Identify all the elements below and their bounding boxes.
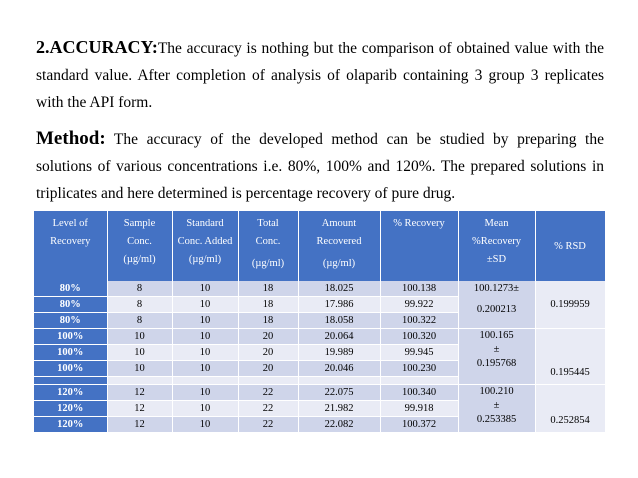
spacer-cell: [380, 377, 458, 385]
spacer-cell: [107, 377, 172, 385]
cell-sample: 8: [107, 281, 172, 297]
cell-standard: 10: [172, 417, 238, 433]
header-level: Level of Recovery: [34, 211, 107, 281]
cell-sample: 10: [107, 345, 172, 361]
cell-rsd: 0.252854: [535, 385, 605, 433]
table-row: [34, 329, 605, 345]
cell-standard: 10: [172, 297, 238, 313]
method-text: The accuracy of the developed method can be studied by preparing the solutions of various concentrations i.e. 80%, 100% and 120%. The prepared solutions in triplicates and here determined is percentage recovery of pure drug.: [36, 131, 604, 202]
cell-sample: 12: [107, 385, 172, 401]
cell-amount: 20.064: [298, 329, 380, 345]
cell-recovery: 99.945: [380, 345, 458, 361]
cell-total: 20: [238, 345, 298, 361]
cell-total: 18: [238, 297, 298, 313]
cell-sample: 8: [107, 313, 172, 329]
cell-rsd: 0.199959: [535, 281, 605, 329]
cell-mean-recovery: 100.165 ± 0.195768: [458, 329, 535, 385]
accuracy-heading: 2.ACCURACY:: [36, 37, 158, 57]
cell-sample: 12: [107, 401, 172, 417]
cell-level: 120%: [34, 417, 107, 433]
cell-level: 100%: [34, 361, 107, 377]
cell-amount: 22.075: [298, 385, 380, 401]
cell-amount: 20.046: [298, 361, 380, 377]
cell-total: 20: [238, 361, 298, 377]
spacer-cell: [172, 377, 238, 385]
cell-rsd: 0.195445: [535, 329, 605, 385]
cell-amount: 21.982: [298, 401, 380, 417]
header-total: Total Conc. (µg/ml): [238, 211, 298, 281]
header-amount: Amount Recovered (µg/ml): [298, 211, 380, 281]
cell-recovery: 100.320: [380, 329, 458, 345]
cell-standard: 10: [172, 281, 238, 297]
cell-mean-recovery: 100.210 ± 0.253385: [458, 385, 535, 433]
accuracy-table: [34, 211, 606, 433]
cell-level: 80%: [34, 281, 107, 297]
cell-standard: 10: [172, 313, 238, 329]
header-sample: Sample Conc. (µg/ml): [107, 211, 172, 281]
header-rsd: % RSD: [535, 211, 605, 281]
cell-recovery: 100.372: [380, 417, 458, 433]
header-standard: Standard Conc. Added (µg/ml): [172, 211, 238, 281]
cell-level: 80%: [34, 313, 107, 329]
spacer-cell: [238, 377, 298, 385]
cell-total: 22: [238, 401, 298, 417]
header-mean: Mean %Recovery ±SD: [458, 211, 535, 281]
cell-recovery: 99.918: [380, 401, 458, 417]
cell-level: 80%: [34, 297, 107, 313]
accuracy-text: The accuracy is nothing but the comparison of obtained value with the standard value. After completion of analysis of olaparib containing 3 group 3 replicates with the API form.: [36, 40, 604, 111]
cell-recovery: 100.230: [380, 361, 458, 377]
table-row: [34, 385, 605, 401]
cell-standard: 10: [172, 345, 238, 361]
cell-sample: 12: [107, 417, 172, 433]
cell-sample: 8: [107, 297, 172, 313]
cell-total: 18: [238, 313, 298, 329]
cell-standard: 10: [172, 401, 238, 417]
header-recovery: % Recovery: [380, 211, 458, 281]
cell-level: 120%: [34, 401, 107, 417]
cell-total: 20: [238, 329, 298, 345]
spacer-cell: [34, 377, 107, 385]
table-row: [34, 281, 605, 297]
cell-amount: 18.025: [298, 281, 380, 297]
table-header-row: [34, 211, 605, 281]
cell-standard: 10: [172, 329, 238, 345]
cell-amount: 18.058: [298, 313, 380, 329]
accuracy-paragraph: [36, 34, 604, 116]
method-paragraph: [36, 125, 604, 207]
cell-level: 100%: [34, 329, 107, 345]
cell-mean-recovery: 100.1273± 0.200213: [458, 281, 535, 329]
cell-total: 22: [238, 385, 298, 401]
cell-amount: 17.986: [298, 297, 380, 313]
spacer-cell: [298, 377, 380, 385]
cell-sample: 10: [107, 329, 172, 345]
cell-recovery: 100.322: [380, 313, 458, 329]
cell-standard: 10: [172, 361, 238, 377]
cell-level: 120%: [34, 385, 107, 401]
cell-recovery: 100.138: [380, 281, 458, 297]
cell-recovery: 100.340: [380, 385, 458, 401]
cell-total: 18: [238, 281, 298, 297]
cell-standard: 10: [172, 385, 238, 401]
cell-recovery: 99.922: [380, 297, 458, 313]
cell-amount: 19.989: [298, 345, 380, 361]
cell-total: 22: [238, 417, 298, 433]
cell-level: 100%: [34, 345, 107, 361]
method-heading: Method:: [36, 128, 106, 149]
cell-amount: 22.082: [298, 417, 380, 433]
cell-sample: 10: [107, 361, 172, 377]
